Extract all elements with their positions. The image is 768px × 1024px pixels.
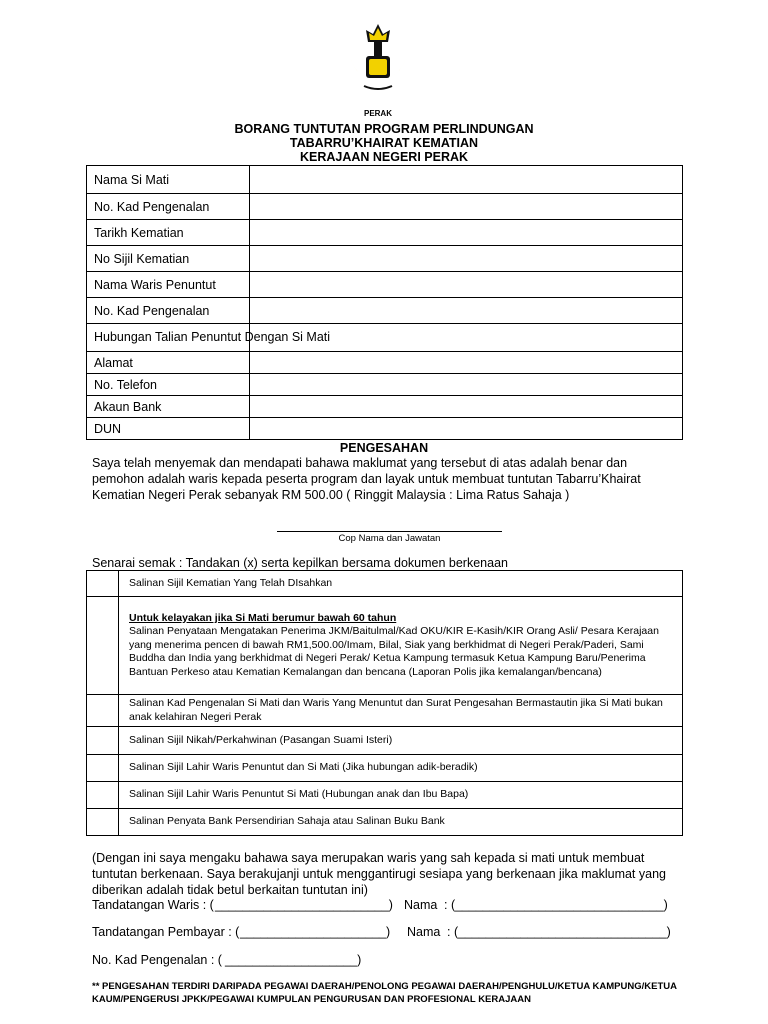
checklist-item-text: Salinan Kad Pengenalan Si Mati dan Waris Yang Menuntut dan Surat Pengesahan Bermastautin jika Si Mati bukan anak kelahiran Negeri Perak <box>119 695 683 727</box>
field-label: No Sijil Kematian <box>87 246 250 272</box>
pembayar-signature-label: Tandatangan Pembayar : ( <box>92 925 240 939</box>
perak-state-emblem <box>336 20 420 120</box>
field-label: Tarikh Kematian <box>87 220 250 246</box>
field-value-input[interactable] <box>250 194 683 220</box>
checklist-row <box>87 809 683 836</box>
field-value-input[interactable] <box>250 220 683 246</box>
form-row-kad-pengenalan-waris <box>87 298 683 324</box>
field-value-input[interactable] <box>250 272 683 298</box>
form-row-no-sijil-kematian <box>87 246 683 272</box>
waris-name-label: Nama <box>404 898 438 912</box>
checklist-row <box>87 597 683 695</box>
checklist-row <box>87 695 683 727</box>
checklist-item-text: Salinan Sijil Nikah/Perkahwinan (Pasangan Suami Isteri) <box>119 727 683 755</box>
pengesahan-heading: PENGESAHAN <box>339 441 429 455</box>
checklist-item-text: Salinan Penyata Bank Persendirian Sahaja atau Salinan Buku Bank <box>119 809 683 836</box>
checklist-item-text: Salinan Sijil Lahir Waris Penuntut Si Mati (Hubungan anak dan Ibu Bapa) <box>119 782 683 809</box>
checklist-row <box>87 755 683 782</box>
checklist-item-text: Salinan Penyataan Mengatakan Penerima JKM/Baitulmal/Kad OKU/KIR E-Kasih/KIR Orang Asli/ Pesara Kerajaan yang menerima pencen di bawah RM1,500.00/Imam, Bilal, Siak yang berkhidmat di Negeri Perak/Paderi, Sami Buddha dan India yang berkhidmat di Negeri Perak/ Ketua Kampung termasuk Ketua Kampung Baru/Penerima Bantuan Perkeso atau Kematian Kemalangan dan bencana (Laporan Polis jika kemalangan/bencana) <box>129 625 659 678</box>
checklist-item-text: Salinan Sijil Kematian Yang Telah DIsahkan <box>119 571 683 597</box>
field-label: DUN <box>87 418 250 440</box>
checklist-checkbox[interactable] <box>87 809 119 836</box>
field-label: No. Telefon <box>87 374 250 396</box>
form-row-nama-waris <box>87 272 683 298</box>
form-row-tarikh-kematian <box>87 220 683 246</box>
checklist-item-heading: Untuk kelayakan jika Si Mati berumur bawah 60 tahun <box>129 611 397 624</box>
field-value-input[interactable] <box>250 298 683 324</box>
checklist-item-cell <box>119 597 683 695</box>
checklist-item-text: Salinan Sijil Lahir Waris Penuntut dan Si Mati (Jika hubungan adik-beradik) <box>119 755 683 782</box>
checklist-checkbox[interactable] <box>87 782 119 809</box>
waris-signature-field[interactable]: _________________________) <box>215 898 393 912</box>
field-value-input[interactable] <box>250 166 683 194</box>
pengesahan-footnote: ** PENGESAHAN TERDIRI DARIPADA PEGAWAI DAERAH/PENOLONG PEGAWAI DAERAH/PENGHULU/KETUA KAMPUNG/KETUA KAUM/PENGERUSI JPKK/PEGAWAI KUMPULAN PENGURUSAN DAN PROFESIONAL KERAJAAN <box>92 981 677 1005</box>
ic-number-label: No. Kad Pengenalan : ( <box>92 953 222 967</box>
emblem-caption: PERAK <box>363 109 393 118</box>
ic-number-field[interactable]: ___________________) <box>225 953 362 967</box>
cop-signature-line <box>277 531 502 532</box>
form-row-telefon <box>87 374 683 396</box>
form-row-alamat <box>87 352 683 374</box>
declaration-text: (Dengan ini saya mengaku bahawa saya merupakan waris yang sah kepada si mati untuk membuat tuntutan berkenaan. Saya berakujanji untuk menggantirugi sesiapa yang berkenaan jika maklumat yang diberikan adalah tidak betul berkaitan tuntutan ini) <box>92 851 666 897</box>
checklist-checkbox[interactable] <box>87 597 119 695</box>
field-label: No. Kad Pengenalan <box>87 194 250 220</box>
form-row-hubungan <box>87 324 683 352</box>
form-row-nama-si-mati <box>87 166 683 194</box>
checklist-intro: Senarai semak : Tandakan (x) serta kepilkan bersama dokumen berkenaan <box>92 556 508 570</box>
field-label: Nama Waris Penuntut <box>87 272 250 298</box>
cop-label: Cop Nama dan Jawatan <box>338 533 441 544</box>
form-title-line-1: BORANG TUNTUTAN PROGRAM PERLINDUNGAN <box>234 122 534 136</box>
claim-details-table <box>86 165 683 440</box>
checklist-checkbox[interactable] <box>87 755 119 782</box>
field-value-input[interactable] <box>250 352 683 374</box>
field-label: Akaun Bank <box>87 396 250 418</box>
form-title-line-3: KERAJAAN NEGERI PERAK <box>299 150 469 164</box>
field-label: No. Kad Pengenalan <box>87 298 250 324</box>
pembayar-signature-field[interactable]: _____________________) <box>240 925 391 939</box>
pembayar-name-field[interactable]: : (______________________________) <box>447 925 671 939</box>
checklist-checkbox[interactable] <box>87 695 119 727</box>
form-row-dun <box>87 418 683 440</box>
checklist-checkbox[interactable] <box>87 571 119 597</box>
checklist-row <box>87 571 683 597</box>
field-label: Alamat <box>87 352 250 374</box>
field-value-input[interactable] <box>250 374 683 396</box>
form-row-akaun-bank <box>87 396 683 418</box>
form-title-line-2: TABARRU’KHAIRAT KEMATIAN <box>289 136 479 150</box>
document-checklist-table <box>86 570 683 836</box>
waris-name-field[interactable]: : (______________________________) <box>444 898 668 912</box>
field-label: Nama Si Mati <box>87 166 250 194</box>
form-row-kad-pengenalan <box>87 194 683 220</box>
checklist-row <box>87 782 683 809</box>
field-value-input[interactable] <box>250 396 683 418</box>
field-value-input[interactable] <box>250 246 683 272</box>
checklist-row <box>87 727 683 755</box>
field-label: Hubungan Talian Penuntut Dengan Si Mati <box>87 324 250 352</box>
pembayar-name-label: Nama <box>407 925 441 939</box>
pengesahan-text: Saya telah menyemak dan mendapati bahawa maklumat yang tersebut di atas adalah benar dan pemohon adalah waris kepada peserta program dan layak untuk membuat tuntutan Tabarru’Khairat Kematian Negeri Perak sebanyak RM 500.00 ( Ringgit Malaysia : Lima Ratus Sahaja ) <box>92 456 641 502</box>
field-value-input[interactable] <box>250 418 683 440</box>
waris-signature-label: Tandatangan Waris : ( <box>92 898 214 912</box>
checklist-checkbox[interactable] <box>87 727 119 755</box>
